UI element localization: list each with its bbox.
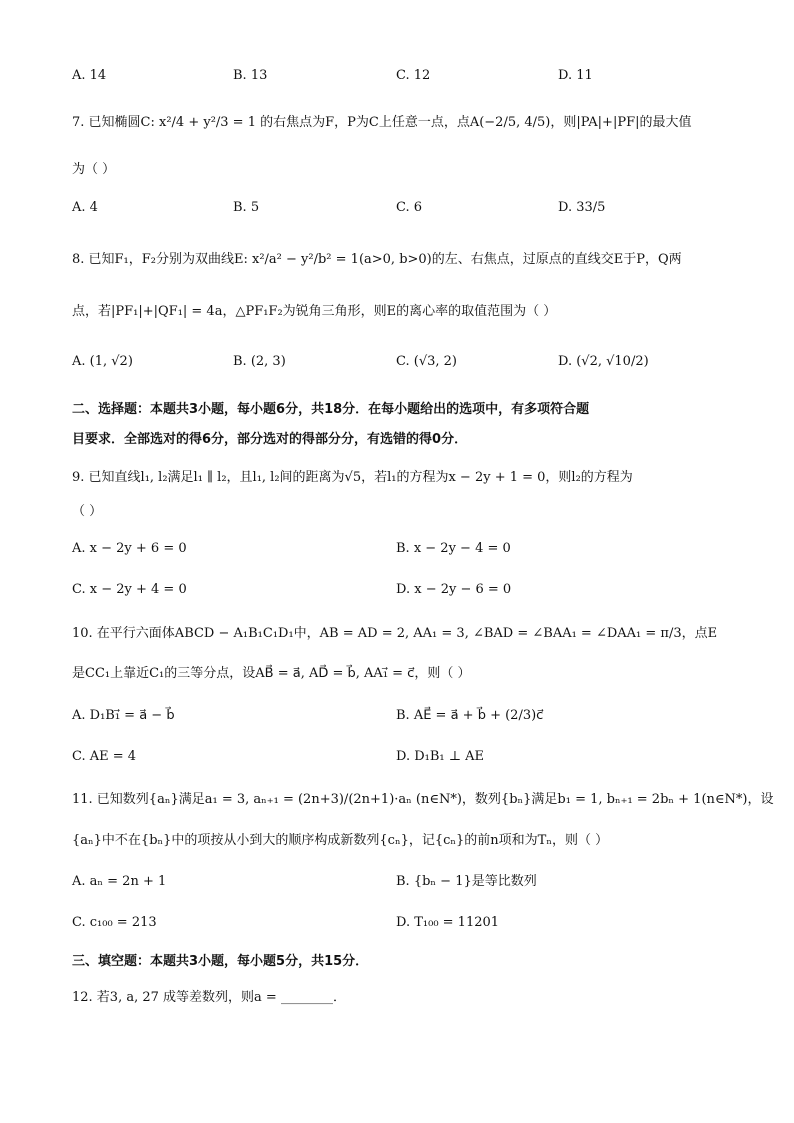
q9-stem-line2: （ ） xyxy=(72,504,103,519)
q8-option-d: D. (√2, √10/2) xyxy=(558,354,649,369)
q8-option-c: C. (√3, 2) xyxy=(396,354,457,369)
q8-option-b: B. (2, 3) xyxy=(233,354,286,369)
q9-option-c: C. x − 2y + 4 = 0 xyxy=(72,582,187,597)
q8-stem-line2: 点，若|PF₁|+|QF₁| = 4a，△PF₁F₂为锐角三角形，则E的离心率的取值范围为（ ） xyxy=(72,304,557,319)
section3-header: 三、填空题：本题共3小题，每小题5分，共15分． xyxy=(72,954,369,969)
q7-option-d: D. 33/5 xyxy=(558,200,606,215)
option-b: B. 13 xyxy=(233,68,268,83)
section2-header-line1: 二、选择题：本题共3小题，每小题6分，共18分．在每小题给出的选项中，有多项符合题 xyxy=(72,402,590,417)
q10-option-c: C. AE = 4 xyxy=(72,749,137,764)
q10-option-a: A. D₁B₁⃗ = a⃗ − b⃗ xyxy=(72,708,175,723)
q11-option-c: C. c₁₀₀ = 213 xyxy=(72,915,157,930)
q12-stem: 12. 若3, a, 27 成等差数列，则a = ________． xyxy=(72,990,346,1005)
q11-option-b: B. {bₙ − 1}是等比数列 xyxy=(396,874,537,889)
q7-option-b: B. 5 xyxy=(233,200,260,215)
q10-option-b: B. AE⃗ = a⃗ + b⃗ + (2/3)c⃗ xyxy=(396,708,544,723)
option-c: C. 12 xyxy=(396,68,431,83)
q10-option-d: D. D₁B₁ ⊥ AE xyxy=(396,749,484,764)
option-a: A. 14 xyxy=(72,68,107,83)
q11-option-d: D. T₁₀₀ = 11201 xyxy=(396,915,500,930)
q10-stem-line2: 是CC₁上靠近C₁的三等分点，设AB⃗ = a⃗, AD⃗ = b⃗, AA₁⃗ = c⃗，则（ ） xyxy=(72,666,471,681)
q10-stem-line1: 10. 在平行六面体ABCD − A₁B₁C₁D₁中，AB = AD = 2, AA₁ = 3, ∠BAD = ∠BAA₁ = ∠DAA₁ = π/3，点E xyxy=(72,626,718,641)
q11-stem-line2: {aₙ}中不在{bₙ}中的项按从小到大的顺序构成新数列{cₙ}，记{cₙ}的前n项和为Tₙ，则（ ） xyxy=(72,833,609,848)
q7-stem-line1: 7. 已知椭圆C: x²/4 + y²/3 = 1 的右焦点为F，P为C上任意一点，点A(−2/5, 4/5)，则|PA|+|PF|的最大值 xyxy=(72,115,692,130)
option-d: D. 11 xyxy=(558,68,593,83)
section2-header-line2: 目要求．全部选对的得6分，部分选对的得部分分，有选错的得0分． xyxy=(72,432,468,447)
q7-option-c: C. 6 xyxy=(396,200,423,215)
q7-option-a: A. 4 xyxy=(72,200,98,215)
q9-option-a: A. x − 2y + 6 = 0 xyxy=(72,541,187,556)
q9-stem-line1: 9. 已知直线l₁, l₂满足l₁ ∥ l₂，且l₁, l₂间的距离为√5，若l₁的方程为x − 2y + 1 = 0，则l₂的方程为 xyxy=(72,470,633,485)
q7-stem-line2: 为（ ） xyxy=(72,162,116,177)
q8-option-a: A. (1, √2) xyxy=(72,354,133,369)
q9-option-d: D. x − 2y − 6 = 0 xyxy=(396,582,512,597)
q9-option-b: B. x − 2y − 4 = 0 xyxy=(396,541,511,556)
q8-stem-line1: 8. 已知F₁，F₂分别为双曲线E: x²/a² − y²/b² = 1(a>0, b>0)的左、右焦点，过原点的直线交E于P，Q两 xyxy=(72,252,682,267)
q11-option-a: A. aₙ = 2n + 1 xyxy=(72,874,167,889)
q11-stem-line1: 11. 已知数列{aₙ}满足a₁ = 3, aₙ₊₁ = (2n+3)/(2n+1)·aₙ (n∈N*)，数列{bₙ}满足b₁ = 1, bₙ₊₁ = 2bₙ + 1(n∈N*)，设 xyxy=(72,792,774,807)
